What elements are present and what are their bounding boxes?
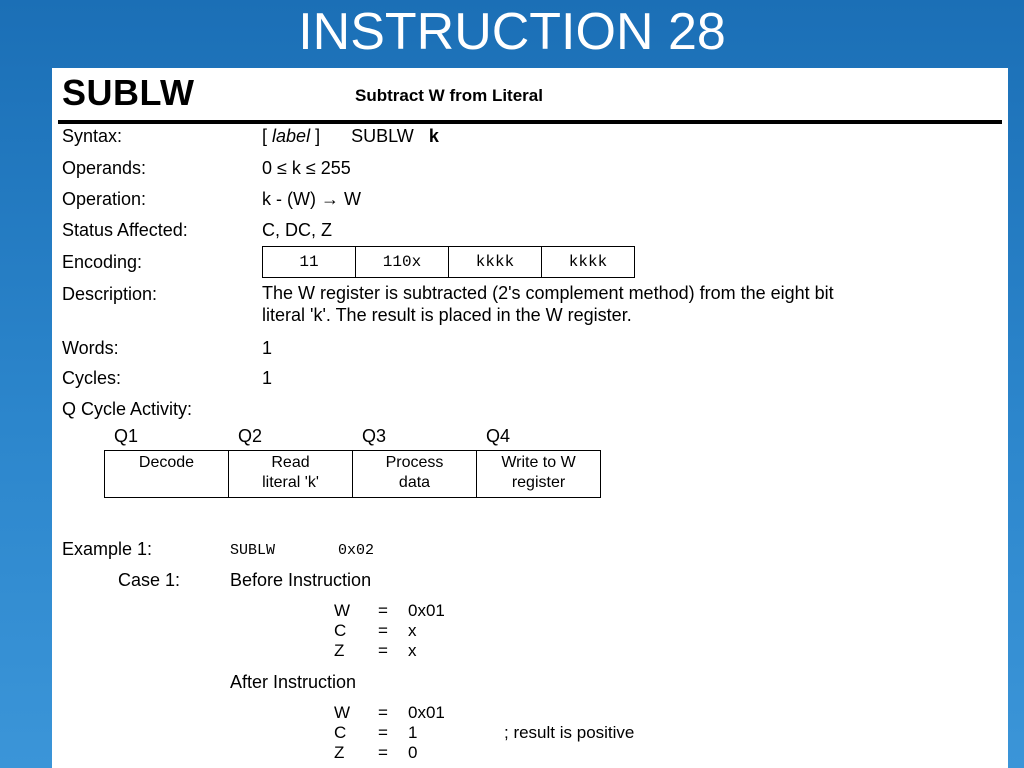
syntax-value (262, 126, 439, 147)
syntax-arg: k (428, 126, 439, 146)
q-header: Q1 (114, 426, 139, 446)
words-label: Words: (62, 338, 119, 358)
header-rule (58, 120, 1002, 124)
cycles-value: 1 (262, 368, 273, 388)
example-label: Example 1: (62, 539, 153, 559)
after-label: After Instruction (230, 672, 357, 692)
datasheet-page (52, 68, 1008, 768)
before-val: 0x01 (408, 601, 445, 620)
description-line: The W register is subtracted (2's complement method) from the eight bit (262, 283, 834, 303)
encoding-table (262, 246, 635, 278)
before-reg: C (334, 621, 347, 640)
syntax-label: Syntax: (62, 126, 123, 146)
after-val: 1 (408, 723, 418, 742)
q-header: Q3 (362, 426, 387, 446)
status-value: C, DC, Z (262, 220, 332, 240)
q-cell (477, 451, 601, 498)
q-header: Q4 (486, 426, 511, 446)
words-value: 1 (262, 338, 273, 358)
q-cell (353, 451, 477, 498)
operation-value: k - (W) → W (262, 189, 361, 209)
before-reg: Z (334, 641, 345, 660)
before-val: x (408, 621, 417, 640)
q-cell-line: register (511, 474, 566, 491)
encoding-cell: 11 (263, 247, 356, 278)
syntax-open-bracket: [ (262, 126, 268, 146)
q-cell-line: literal 'k' (262, 474, 319, 491)
after-eq: = (378, 723, 388, 742)
before-val: x (408, 641, 417, 660)
syntax-op: SUBLW (351, 126, 414, 146)
before-eq: = (378, 621, 388, 640)
encoding-label: Encoding: (62, 252, 143, 272)
after-reg: W (334, 703, 351, 722)
q-cell (105, 451, 229, 498)
encoding-cell: kkkk (542, 247, 635, 278)
before-eq: = (378, 641, 388, 660)
before-reg: W (334, 601, 351, 620)
operands-label: Operands: (62, 158, 147, 178)
q-cell-line: Write to W (501, 454, 576, 471)
status-label: Status Affected: (62, 220, 188, 240)
q-cell-line: Process (385, 454, 444, 471)
after-val: 0 (408, 743, 418, 762)
example-code-arg: 0x02 (338, 542, 375, 559)
operation-label: Operation: (62, 189, 147, 209)
after-eq: = (378, 703, 388, 722)
after-eq: = (378, 743, 388, 762)
example-code-op: SUBLW (230, 542, 276, 559)
q-cell-line: Decode (138, 454, 195, 471)
q-cell (229, 451, 353, 498)
description-text (262, 282, 834, 326)
operands-value: 0 ≤ k ≤ 255 (262, 158, 351, 178)
q-cycle-table (104, 450, 601, 498)
instruction-mnemonic: SUBLW (62, 72, 195, 113)
description-label: Description: (62, 284, 158, 304)
after-reg: Z (334, 743, 345, 762)
qcycle-label: Q Cycle Activity: (62, 399, 193, 419)
before-eq: = (378, 601, 388, 620)
encoding-cell: 110x (356, 247, 449, 278)
after-reg: C (334, 723, 347, 742)
encoding-cell: kkkk (449, 247, 542, 278)
q-header: Q2 (238, 426, 263, 446)
case-label: Case 1: (118, 570, 181, 590)
q-cell-line: data (398, 474, 431, 491)
cycles-label: Cycles: (62, 368, 122, 388)
after-val: 0x01 (408, 703, 445, 722)
description-line: literal 'k'. The result is placed in the W register. (262, 305, 632, 325)
syntax-close-bracket: ] (315, 126, 321, 146)
q-cell-line: Read (271, 454, 310, 471)
before-label: Before Instruction (230, 570, 372, 590)
syntax-label-word: label (272, 126, 311, 146)
slide-title: INSTRUCTION 28 (298, 3, 726, 61)
after-comment: ; result is positive (504, 723, 635, 742)
instruction-subtitle: Subtract W from Literal (355, 86, 543, 105)
